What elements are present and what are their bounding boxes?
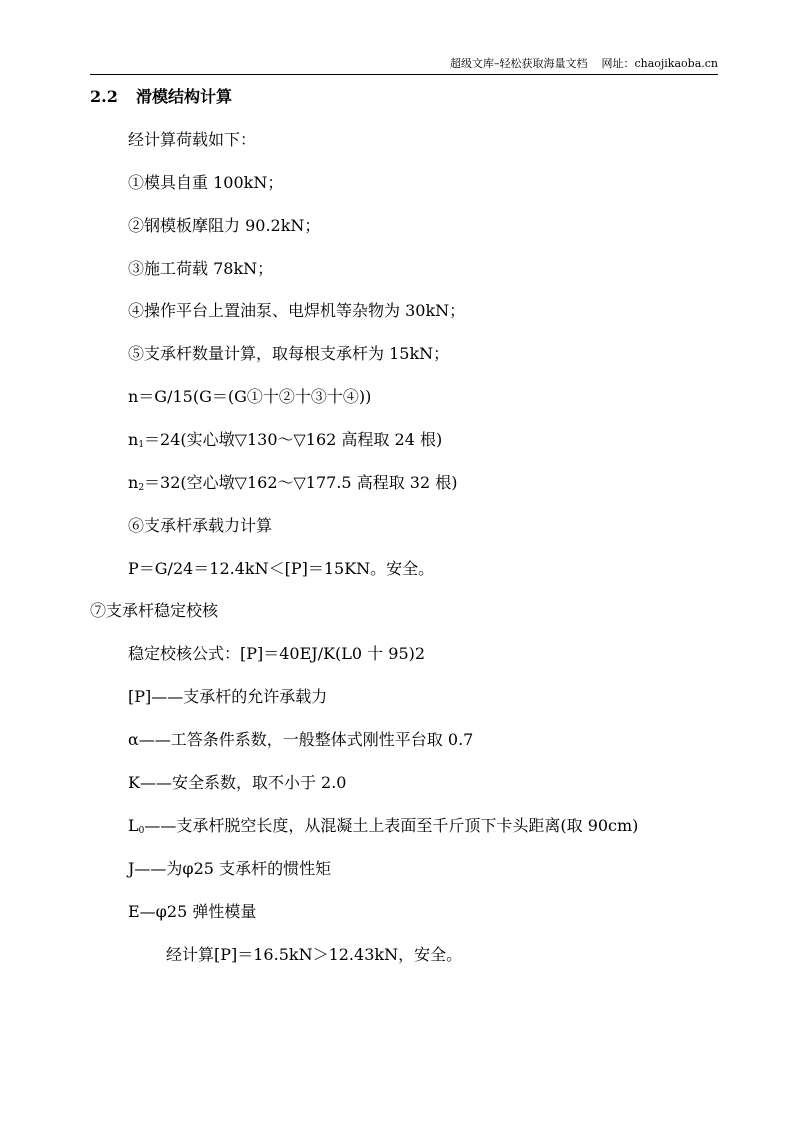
definition-k: K——安全系数，取不小于 2.0 (128, 773, 347, 792)
load-item-5: ⑤支承杆数量计算，取每根支承杆为 15kN； (128, 344, 450, 363)
item-7-heading: ⑦支承杆稳定校核 (90, 601, 219, 620)
header-site-url: chaojikaoba.cn (634, 57, 718, 70)
load-item-2: ②钢模板摩阻力 90.2kN； (128, 216, 321, 235)
intro-line: 经计算荷载如下： (128, 130, 257, 149)
definition-l0 (128, 816, 638, 836)
load-item-3: ③施工荷载 78kN； (128, 259, 274, 278)
load-item-4: ④操作平台上置油泵、电焊机等杂物为 30kN； (128, 301, 466, 320)
formula-n2 (128, 473, 457, 493)
definition-alpha: α——工答条件系数，一般整体式刚性平台取 0.7 (128, 730, 474, 749)
n2-subscript: 2 (138, 483, 145, 493)
section-heading (90, 87, 232, 107)
n1-subscript: 1 (138, 440, 145, 450)
stability-formula: 稳定校核公式：[P]＝40EJ/K(L0 十 95)2 (128, 644, 426, 663)
n1-text: ＝24(实心墩▽130～▽162 高程取 24 根) (144, 430, 443, 449)
formula-n: n＝G/15(G＝(G①十②十③十④)) (128, 387, 372, 406)
l0-text: ——支承杆脱空长度，从混凝土上表面至千斤顶下卡头距离(取 90cm) (144, 816, 639, 835)
n2-text: ＝32(空心墩▽162～▽177.5 高程取 32 根) (144, 473, 458, 492)
n1-symbol: n (128, 430, 139, 449)
definition-p: [P]——支承杆的允许承载力 (128, 687, 328, 706)
load-item-6: ⑥支承杆承载力计算 (128, 516, 273, 535)
definition-j: J——为φ25 支承杆的惯性矩 (128, 859, 332, 878)
load-item-1: ①模具自重 100kN； (128, 173, 284, 192)
l0-symbol: L (128, 816, 139, 835)
header-source (450, 56, 718, 72)
section-title: 滑模结构计算 (136, 87, 233, 106)
formula-n1 (128, 430, 442, 450)
header-site-label: 网址： (601, 57, 635, 70)
l0-subscript: 0 (138, 826, 145, 836)
page-header (90, 56, 718, 75)
result-line: 经计算[P]＝16.5kN＞12.43kN，安全。 (166, 945, 463, 964)
n2-symbol: n (128, 473, 139, 492)
p-calculation: P＝G/24＝12.4kN＜[P]＝15KN。安全。 (128, 559, 435, 578)
header-doc-source: 超级文库–轻松获取海量文档 (449, 57, 588, 70)
section-number: 2.2 (90, 87, 118, 106)
definition-e: E—φ25 弹性模量 (128, 902, 257, 921)
